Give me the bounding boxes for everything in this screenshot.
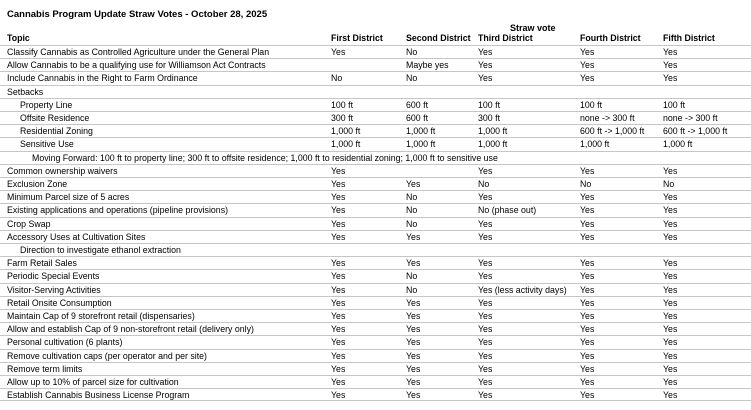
third-district-cell: Yes <box>478 297 493 308</box>
topic-cell: Establish Cannabis Business License Program <box>7 390 190 401</box>
topic-cell: Personal cultivation (6 plants) <box>7 337 123 348</box>
topic-cell: Sensitive Use <box>20 139 74 150</box>
fifth-district-cell: Yes <box>663 297 678 308</box>
table-row <box>0 190 751 203</box>
second-district-cell: 1,000 ft <box>406 126 436 137</box>
second-district-cell: No <box>406 47 418 57</box>
third-district-cell: 1,000 ft <box>478 139 508 150</box>
fifth-district-cell: Yes <box>663 218 678 229</box>
second-district-cell: Yes <box>406 179 421 189</box>
fourth-district-cell: Yes <box>580 297 595 308</box>
table-row <box>0 256 751 269</box>
fourth-district-cell: Yes <box>580 205 595 216</box>
fifth-district-cell: Yes <box>663 258 678 269</box>
topic-cell: Accessory Uses at Cultivation Sites <box>7 231 146 242</box>
second-district-cell: No <box>406 284 418 295</box>
second-district-cell: Yes <box>406 231 421 242</box>
table-row <box>0 177 751 190</box>
first-district-cell: 100 ft <box>331 99 354 110</box>
fifth-district-cell: none -> 300 ft <box>663 113 718 123</box>
fifth-district-cell: Yes <box>663 205 678 216</box>
first-district-cell: Yes <box>331 311 346 321</box>
fourth-district-cell: Yes <box>580 284 595 295</box>
table-row <box>0 164 751 177</box>
fourth-district-cell: 1,000 ft <box>580 139 610 150</box>
topic-cell: Property Line <box>20 99 73 110</box>
second-district-cell: Maybe yes <box>406 60 449 71</box>
second-district-cell: Yes <box>406 337 421 348</box>
topic-cell: Exclusion Zone <box>7 179 68 189</box>
first-district-cell: Yes <box>331 47 346 57</box>
table-row <box>0 349 751 362</box>
second-district-cell: No <box>406 218 418 229</box>
table-row <box>0 151 751 164</box>
fifth-district-cell: 1,000 ft <box>663 139 693 150</box>
table-row <box>0 217 751 230</box>
topic-cell: Allow up to 10% of parcel size for cultivation <box>7 377 179 387</box>
third-district-cell: Yes <box>478 350 493 361</box>
fourth-district-cell: Yes <box>580 258 595 269</box>
second-district-cell: Yes <box>406 324 421 335</box>
topic-cell: Direction to investigate ethanol extraction <box>20 245 181 255</box>
fourth-district-cell: none -> 300 ft <box>580 113 635 123</box>
first-district-cell: Yes <box>331 231 346 242</box>
fifth-district-cell: Yes <box>663 231 678 242</box>
first-district-cell: 1,000 ft <box>331 139 361 150</box>
third-district-cell: 1,000 ft <box>478 126 508 137</box>
fifth-district-cell: Yes <box>663 284 678 295</box>
fifth-district-cell: Yes <box>663 337 678 348</box>
fourth-district-cell: 100 ft <box>580 99 603 110</box>
fourth-district-cell: Yes <box>580 60 595 71</box>
second-district-cell: No <box>406 205 418 216</box>
third-district-cell: Yes <box>478 165 493 176</box>
second-district-cell: Yes <box>406 363 421 374</box>
first-district-cell: Yes <box>331 377 346 387</box>
topic-cell: Common ownership waivers <box>7 165 118 176</box>
fourth-district-cell: Yes <box>580 337 595 348</box>
table-bottom-border <box>0 400 751 401</box>
table-row <box>0 283 751 296</box>
fourth-district-cell: Yes <box>580 231 595 242</box>
topic-cell: Include Cannabis in the Right to Farm Ordinance <box>7 73 198 84</box>
third-district-cell: Yes <box>478 192 493 203</box>
third-district-cell: Yes <box>478 271 493 282</box>
topic-cell: Periodic Special Events <box>7 271 100 282</box>
fifth-district-cell: Yes <box>663 47 678 57</box>
table-row <box>0 71 751 84</box>
third-district-cell: No <box>478 179 490 189</box>
first-district-cell: 1,000 ft <box>331 126 361 137</box>
topic-cell: Crop Swap <box>7 218 51 229</box>
table-row <box>0 309 751 322</box>
first-district-cell: Yes <box>331 324 346 335</box>
third-district-cell: 100 ft <box>478 99 501 110</box>
third-district-cell: Yes <box>478 73 493 84</box>
second-district-cell: Yes <box>406 350 421 361</box>
topic-cell: Minimum Parcel size of 5 acres <box>7 192 130 203</box>
fourth-district-cell: Yes <box>580 192 595 203</box>
topic-cell: Residential Zoning <box>20 126 93 137</box>
topic-cell: Maintain Cap of 9 storefront retail (dispensaries) <box>7 311 195 321</box>
first-district-cell: Yes <box>331 337 346 348</box>
third-district-cell: Yes <box>478 390 493 401</box>
fifth-district-cell: Yes <box>663 350 678 361</box>
first-district-cell: Yes <box>331 258 346 269</box>
topic-cell: Moving Forward: 100 ft to property line; 300 ft to offsite residence; 1,000 ft to residential zoning; 1,000 ft to sensitive use <box>32 152 498 163</box>
topic-cell: Allow Cannabis to be a qualifying use for Williamson Act Contracts <box>7 60 266 71</box>
table-row <box>0 230 751 243</box>
table-row <box>0 322 751 335</box>
second-district-cell: Yes <box>406 297 421 308</box>
first-district-cell: Yes <box>331 179 346 189</box>
fifth-district-cell: Yes <box>663 324 678 335</box>
table-row <box>0 85 751 98</box>
third-district-cell: Yes <box>478 218 493 229</box>
fifth-district-cell: Yes <box>663 377 678 387</box>
third-district-cell: No (phase out) <box>478 205 537 216</box>
third-district-cell: Yes <box>478 60 493 71</box>
header-topic: Topic <box>7 33 30 43</box>
fourth-district-cell: No <box>580 179 592 189</box>
topic-cell: Remove cultivation caps (per operator and per site) <box>7 350 207 361</box>
topic-cell: Farm Retail Sales <box>7 258 77 269</box>
third-district-cell: Yes (less activity days) <box>478 284 567 295</box>
first-district-cell: Yes <box>331 350 346 361</box>
third-district-cell: Yes <box>478 311 493 321</box>
fifth-district-cell: Yes <box>663 271 678 282</box>
fourth-district-cell: Yes <box>580 47 595 57</box>
second-district-cell: 600 ft <box>406 99 429 110</box>
first-district-cell: Yes <box>331 218 346 229</box>
fourth-district-cell: Yes <box>580 218 595 229</box>
fourth-district-cell: Yes <box>580 324 595 335</box>
fourth-district-cell: Yes <box>580 271 595 282</box>
fourth-district-cell: Yes <box>580 165 595 176</box>
fifth-district-cell: Yes <box>663 363 678 374</box>
fourth-district-cell: 600 ft -> 1,000 ft <box>580 126 645 137</box>
topic-cell: Offsite Residence <box>20 113 90 123</box>
first-district-cell: Yes <box>331 363 346 374</box>
table-row <box>0 335 751 348</box>
straw-vote-label: Straw vote <box>510 23 556 33</box>
fifth-district-cell: Yes <box>663 165 678 176</box>
header-second-district: Second District <box>406 33 471 43</box>
topic-cell: Retail Onsite Consumption <box>7 297 112 308</box>
second-district-cell: Yes <box>406 377 421 387</box>
second-district-cell: Yes <box>406 311 421 321</box>
first-district-cell: Yes <box>331 297 346 308</box>
topic-cell: Allow and establish Cap of 9 non-storefront retail (delivery only) <box>7 324 254 335</box>
first-district-cell: Yes <box>331 205 346 216</box>
fifth-district-cell: 600 ft -> 1,000 ft <box>663 126 728 137</box>
topic-cell: Visitor-Serving Activities <box>7 284 101 295</box>
fourth-district-cell: Yes <box>580 390 595 401</box>
table-row <box>0 362 751 375</box>
table-row <box>0 375 751 388</box>
table-row <box>0 45 751 58</box>
header-first-district: First District <box>331 33 383 43</box>
fourth-district-cell: Yes <box>580 311 595 321</box>
second-district-cell: 1,000 ft <box>406 139 436 150</box>
third-district-cell: Yes <box>478 363 493 374</box>
topic-cell: Classify Cannabis as Controlled Agriculture under the General Plan <box>7 47 270 57</box>
second-district-cell: No <box>406 73 418 84</box>
table-row <box>0 243 751 256</box>
fifth-district-cell: No <box>663 179 675 189</box>
header-fifth-district: Fifth District <box>663 33 715 43</box>
table-row <box>0 111 751 124</box>
fifth-district-cell: Yes <box>663 390 678 401</box>
fifth-district-cell: 100 ft <box>663 99 686 110</box>
fourth-district-cell: Yes <box>580 350 595 361</box>
second-district-cell: No <box>406 271 418 282</box>
fifth-district-cell: Yes <box>663 60 678 71</box>
third-district-cell: Yes <box>478 47 493 57</box>
topic-cell: Existing applications and operations (pipeline provisions) <box>7 205 229 216</box>
fifth-district-cell: Yes <box>663 192 678 203</box>
first-district-cell: Yes <box>331 271 346 282</box>
first-district-cell: Yes <box>331 192 346 203</box>
first-district-cell: Yes <box>331 284 346 295</box>
document-title: Cannabis Program Update Straw Votes - October 28, 2025 <box>7 9 268 20</box>
second-district-cell: Yes <box>406 390 421 401</box>
second-district-cell: No <box>406 192 418 203</box>
table-row <box>0 269 751 282</box>
table-row <box>0 203 751 216</box>
first-district-cell: No <box>331 73 343 84</box>
fifth-district-cell: Yes <box>663 73 678 84</box>
third-district-cell: 300 ft <box>478 113 501 123</box>
table-row <box>0 137 751 150</box>
third-district-cell: Yes <box>478 337 493 348</box>
table-row <box>0 98 751 111</box>
fourth-district-cell: Yes <box>580 73 595 84</box>
table-row <box>0 296 751 309</box>
header-third-district: Third District <box>478 33 533 43</box>
second-district-cell: 600 ft <box>406 113 429 123</box>
first-district-cell: Yes <box>331 390 346 401</box>
second-district-cell: Yes <box>406 258 421 269</box>
fourth-district-cell: Yes <box>580 377 595 387</box>
fifth-district-cell: Yes <box>663 311 678 321</box>
topic-cell: Setbacks <box>7 86 44 97</box>
third-district-cell: Yes <box>478 258 493 269</box>
table-row <box>0 124 751 137</box>
third-district-cell: Yes <box>478 377 493 387</box>
first-district-cell: Yes <box>331 165 346 176</box>
fourth-district-cell: Yes <box>580 363 595 374</box>
third-district-cell: Yes <box>478 324 493 335</box>
header-fourth-district: Fourth District <box>580 33 641 43</box>
table-row <box>0 58 751 71</box>
third-district-cell: Yes <box>478 231 493 242</box>
first-district-cell: 300 ft <box>331 113 354 123</box>
topic-cell: Remove term limits <box>7 363 83 374</box>
table-header <box>0 32 751 45</box>
